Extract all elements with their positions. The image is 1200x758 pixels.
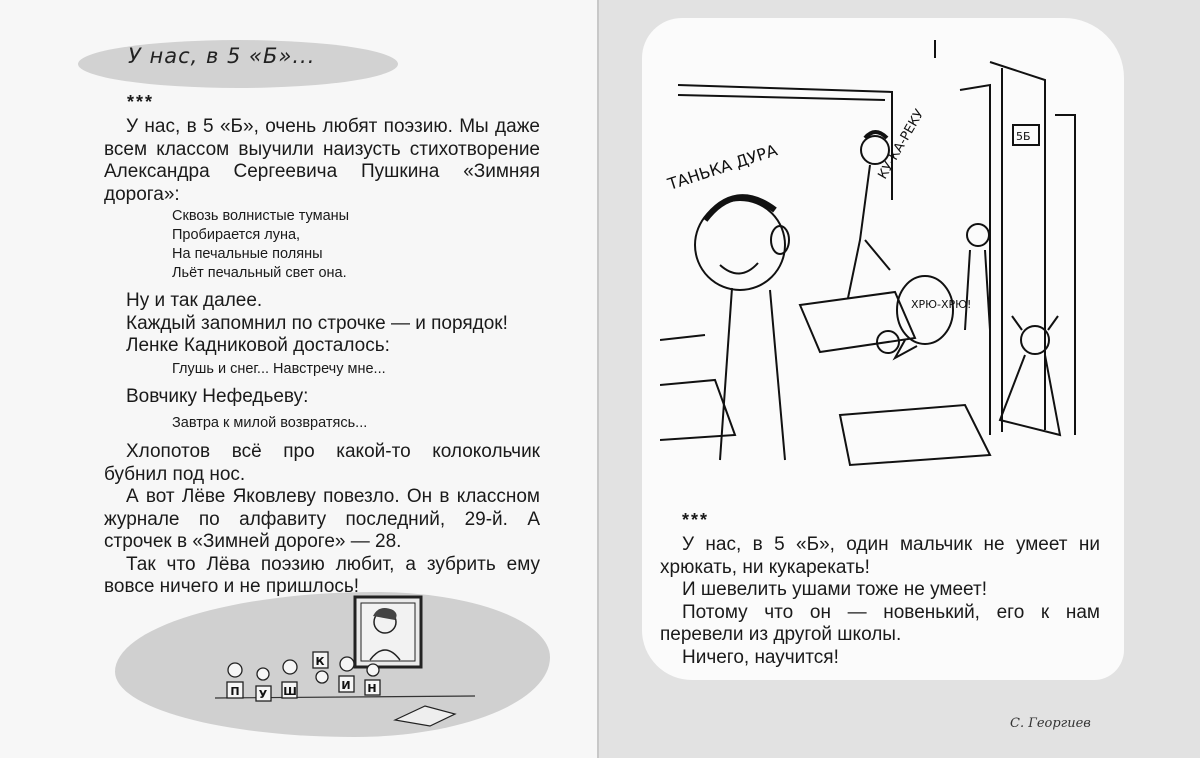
letter-card: П <box>230 685 240 698</box>
letter-card: К <box>315 655 325 668</box>
right-paragraph: Потому что он — новенький, его к нам перевели из другой школы. <box>660 601 1100 645</box>
letter-card: Ш <box>283 685 297 698</box>
pushkin-illustration <box>115 592 550 737</box>
vovchik-line <box>126 386 546 409</box>
classroom-cartoon <box>660 40 1120 495</box>
cartoon-caption: КУ-КА-РЕКУ <box>875 107 928 182</box>
ending-line: А вот Лёве Яковлеву повезло. Он в классном журнале по алфавиту последний, 29-й. А строчек в «Зимней дороге» — 28. <box>104 486 540 552</box>
verse-line: Глушь и снег... Навстречу мне... <box>172 361 386 377</box>
author-signature: С. Георгиев <box>1010 716 1091 731</box>
book-spine <box>597 0 599 758</box>
verse-line: Пробирается луна, <box>172 227 301 243</box>
speech-bubble-text: ХРЮ-ХРЮ! <box>911 298 972 311</box>
cartoon-caption: ТАНЬКА ДУРА <box>665 140 780 194</box>
section-marker: *** <box>127 92 155 112</box>
ending-paragraphs <box>104 441 540 599</box>
verse-line: Льёт печальный свет она. <box>172 265 347 281</box>
right-paragraph: У нас, в 5 «Б», один мальчик не умеет ни хрюкать, ни кукарекать! <box>660 534 1100 578</box>
ending-line: Так что Лёва поэзию любит, а зубрить ему вовсе ничего и не пришлось! <box>104 553 540 597</box>
middle-line: Ленке Кадниковой досталось: <box>126 335 390 356</box>
verse-block-1 <box>172 207 349 283</box>
chapter-title: У нас, в 5 «Б»... <box>128 44 316 68</box>
middle-line: Ну и так далее. <box>126 290 263 311</box>
verse-line: Завтра к милой возвратясь... <box>172 415 368 431</box>
verse-line: На печальные поляны <box>172 246 323 262</box>
intro-paragraph <box>104 116 540 206</box>
verse-line: Сквозь волнистые туманы <box>172 208 350 224</box>
section-marker-right: *** <box>682 510 710 530</box>
door-sign: 5Б <box>1016 130 1031 143</box>
letter-card: И <box>341 679 351 692</box>
right-paragraph: И шевелить ушами тоже не умеет! <box>682 579 987 600</box>
right-paragraphs <box>660 534 1100 669</box>
pushkin-illustration-drawing <box>115 592 550 737</box>
ending-line: Хлопотов всё про какой-то колокольчик бубнил под нос. <box>104 441 540 485</box>
vovchik-text: Вовчику Нефедьеву: <box>126 386 309 407</box>
letter-card: Н <box>367 682 377 695</box>
verse-block-3 <box>172 414 367 433</box>
right-paragraph: Ничего, научится! <box>682 646 839 668</box>
verse-block-2 <box>172 360 386 379</box>
letter-card: У <box>258 688 268 701</box>
middle-paragraph <box>126 290 546 358</box>
classroom-cartoon-drawing <box>660 40 1120 495</box>
intro-text: У нас, в 5 «Б», очень любят поэзию. Мы даже всем классом выучили наизусть стихотворение Александра Сергеевича Пушкина «Зимняя дорога»: <box>104 116 540 205</box>
middle-line: Каждый запомнил по строчке — и порядок! <box>126 312 508 334</box>
